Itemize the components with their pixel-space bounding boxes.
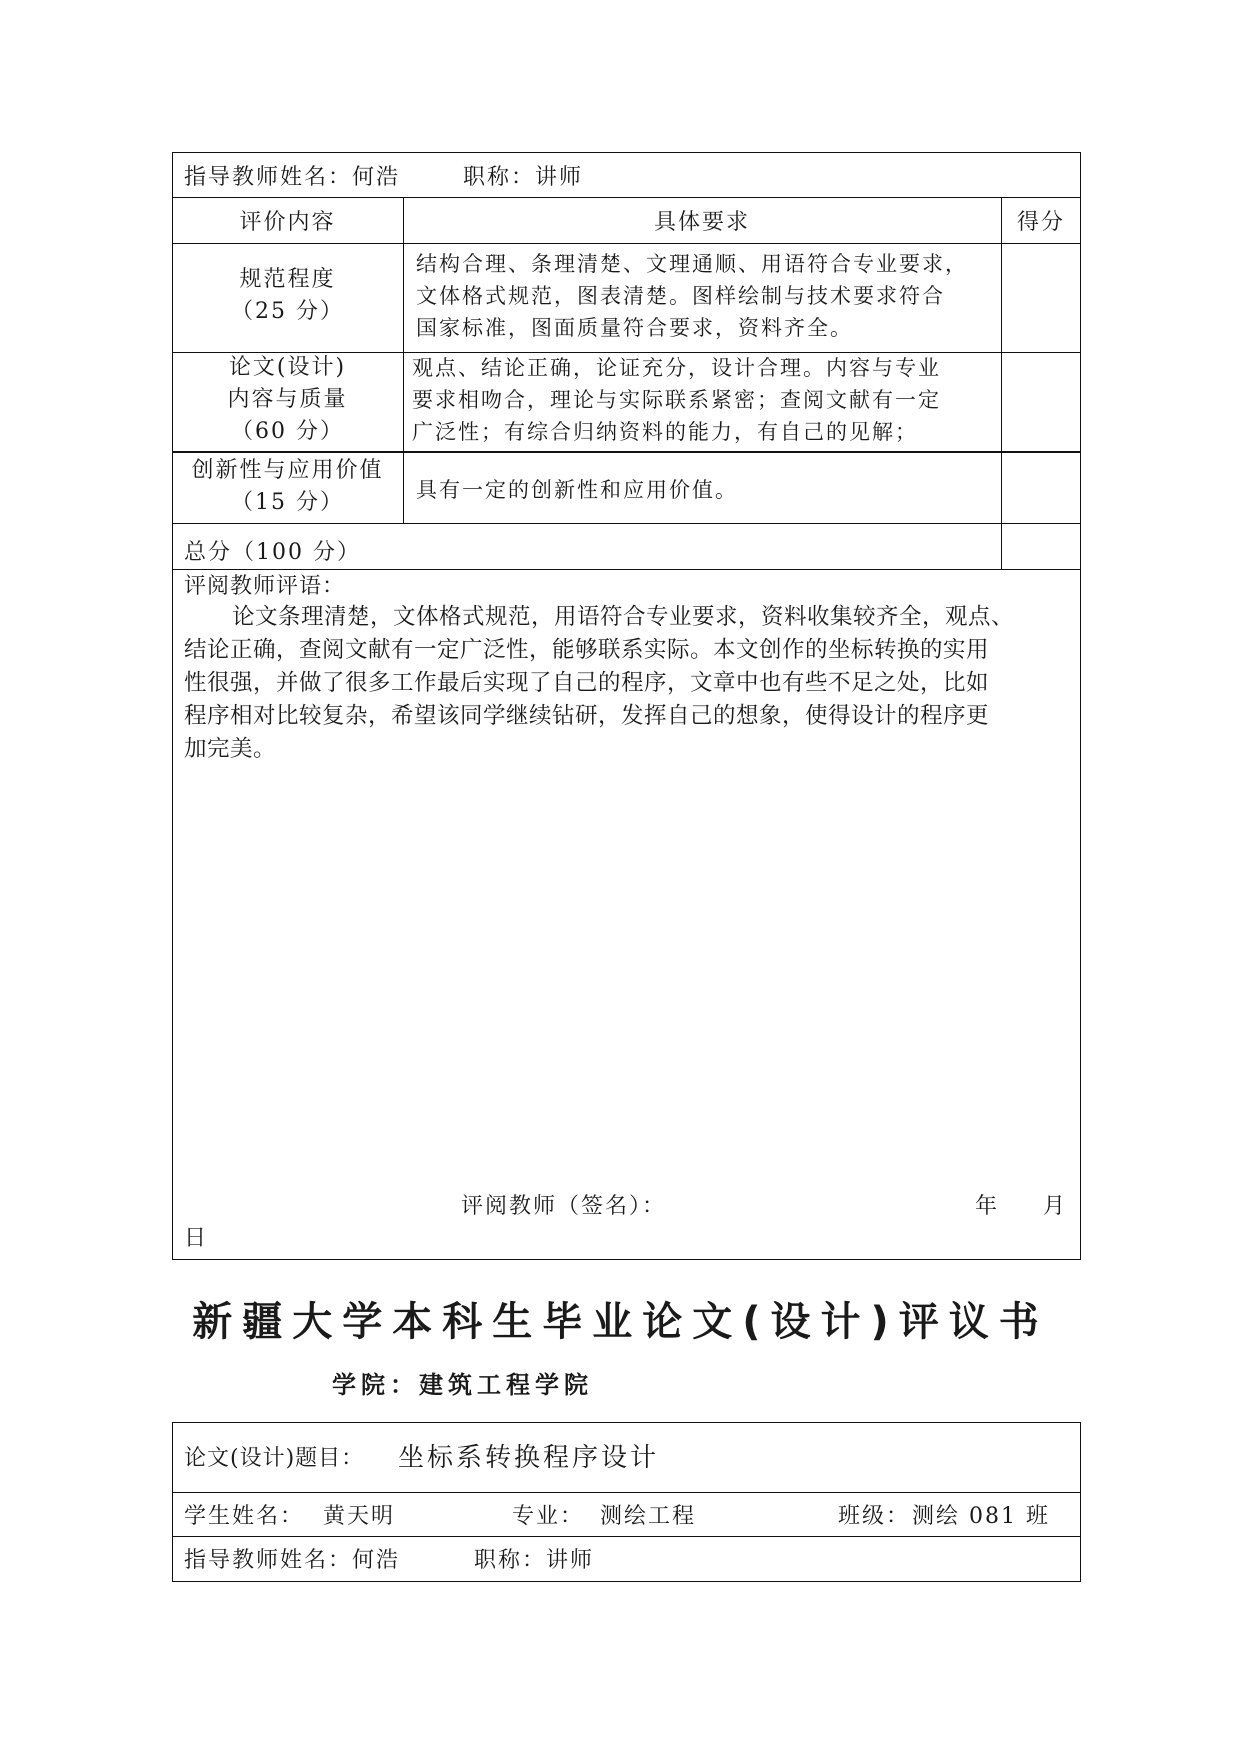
major-label: 专业：	[512, 1504, 585, 1529]
student-name-label: 学生姓名：	[184, 1504, 305, 1529]
header-requirements: 具体要求	[653, 210, 750, 235]
thesis-label: 论文(设计)题目：	[184, 1446, 365, 1471]
advisor-title: 职称：讲师	[474, 1548, 595, 1573]
criterion-requirements: 结构合理、条理清楚、文理通顺、用语符合专业要求， 文体格式规范，图表清楚。图样绘制与技术要求符合 国家标准，图面质量符合要求，资料齐全。	[416, 252, 968, 340]
comments-heading: 评阅教师评语：	[184, 574, 346, 599]
advisor-name: 指导教师姓名：何浩	[184, 165, 401, 190]
class-value: 测绘 081 班	[912, 1504, 1050, 1529]
score-cell[interactable]	[1003, 354, 1079, 449]
header-content: 评价内容	[239, 210, 336, 235]
college-label: 学院：	[332, 1371, 419, 1399]
row-divider	[172, 1536, 1081, 1537]
signature-label: 评阅教师（签名）：	[461, 1194, 667, 1219]
criterion-name: 规范程度 （25 分）	[231, 267, 344, 324]
row-divider	[172, 523, 1081, 524]
row-divider	[172, 569, 1081, 570]
row-divider	[172, 1492, 1081, 1493]
advisor-name: 指导教师姓名：何浩	[184, 1548, 401, 1573]
row-divider	[172, 451, 1081, 453]
column-divider	[403, 197, 404, 523]
student-name: 黄天明	[323, 1504, 396, 1529]
sign-month: 月	[1043, 1194, 1068, 1219]
major-value: 测绘工程	[600, 1504, 697, 1529]
sign-year: 年	[975, 1194, 1000, 1219]
form-title: 新疆大学本科生毕业论文(设计)评议书	[192, 1299, 1049, 1345]
criterion-name: 论文(设计) 内容与质量 （60 分）	[227, 355, 348, 444]
class-label: 班级：	[838, 1504, 911, 1529]
criterion-requirements: 观点、结论正确，论证充分，设计合理。内容与专业 要求相吻合，理论与实际联系紧密；查阅文献有一定 广泛性；有综合归纳资料的能力，有自己的见解；	[412, 356, 941, 444]
column-divider	[1001, 197, 1002, 569]
criterion-name: 创新性与应用价值 （15 分）	[191, 458, 384, 515]
advisor-title: 职称：讲师	[463, 165, 584, 190]
total-label: 总分（100 分）	[184, 540, 361, 565]
score-cell[interactable]	[1003, 454, 1079, 521]
college-value: 建筑工程学院	[419, 1371, 593, 1399]
row-divider	[172, 243, 1081, 244]
sign-day: 日	[184, 1226, 209, 1251]
header-score: 得分	[1016, 210, 1065, 235]
score-cell[interactable]	[1003, 245, 1079, 350]
reviewer-comments: 论文条理清楚，文体格式规范，用语符合专业要求，资料收集较齐全，观点、 结论正确，查阅文献有一定广泛性，能够联系实际。本文创作的坐标转换的实用 性很强，并做了很多工作最后实现了自己的程序，文章中也有些不足之处，比如 程序相对比较复杂，希望该同学继续钻研，发挥自己的想象，使得设计的程序更 加完美。	[184, 604, 1015, 762]
thesis-title: 坐标系转换程序设计	[398, 1443, 660, 1473]
total-score-cell[interactable]	[1003, 525, 1079, 567]
criterion-requirements: 具有一定的创新性和应用价值。	[416, 478, 738, 502]
college	[332, 1365, 593, 1400]
row-divider	[172, 197, 1081, 198]
